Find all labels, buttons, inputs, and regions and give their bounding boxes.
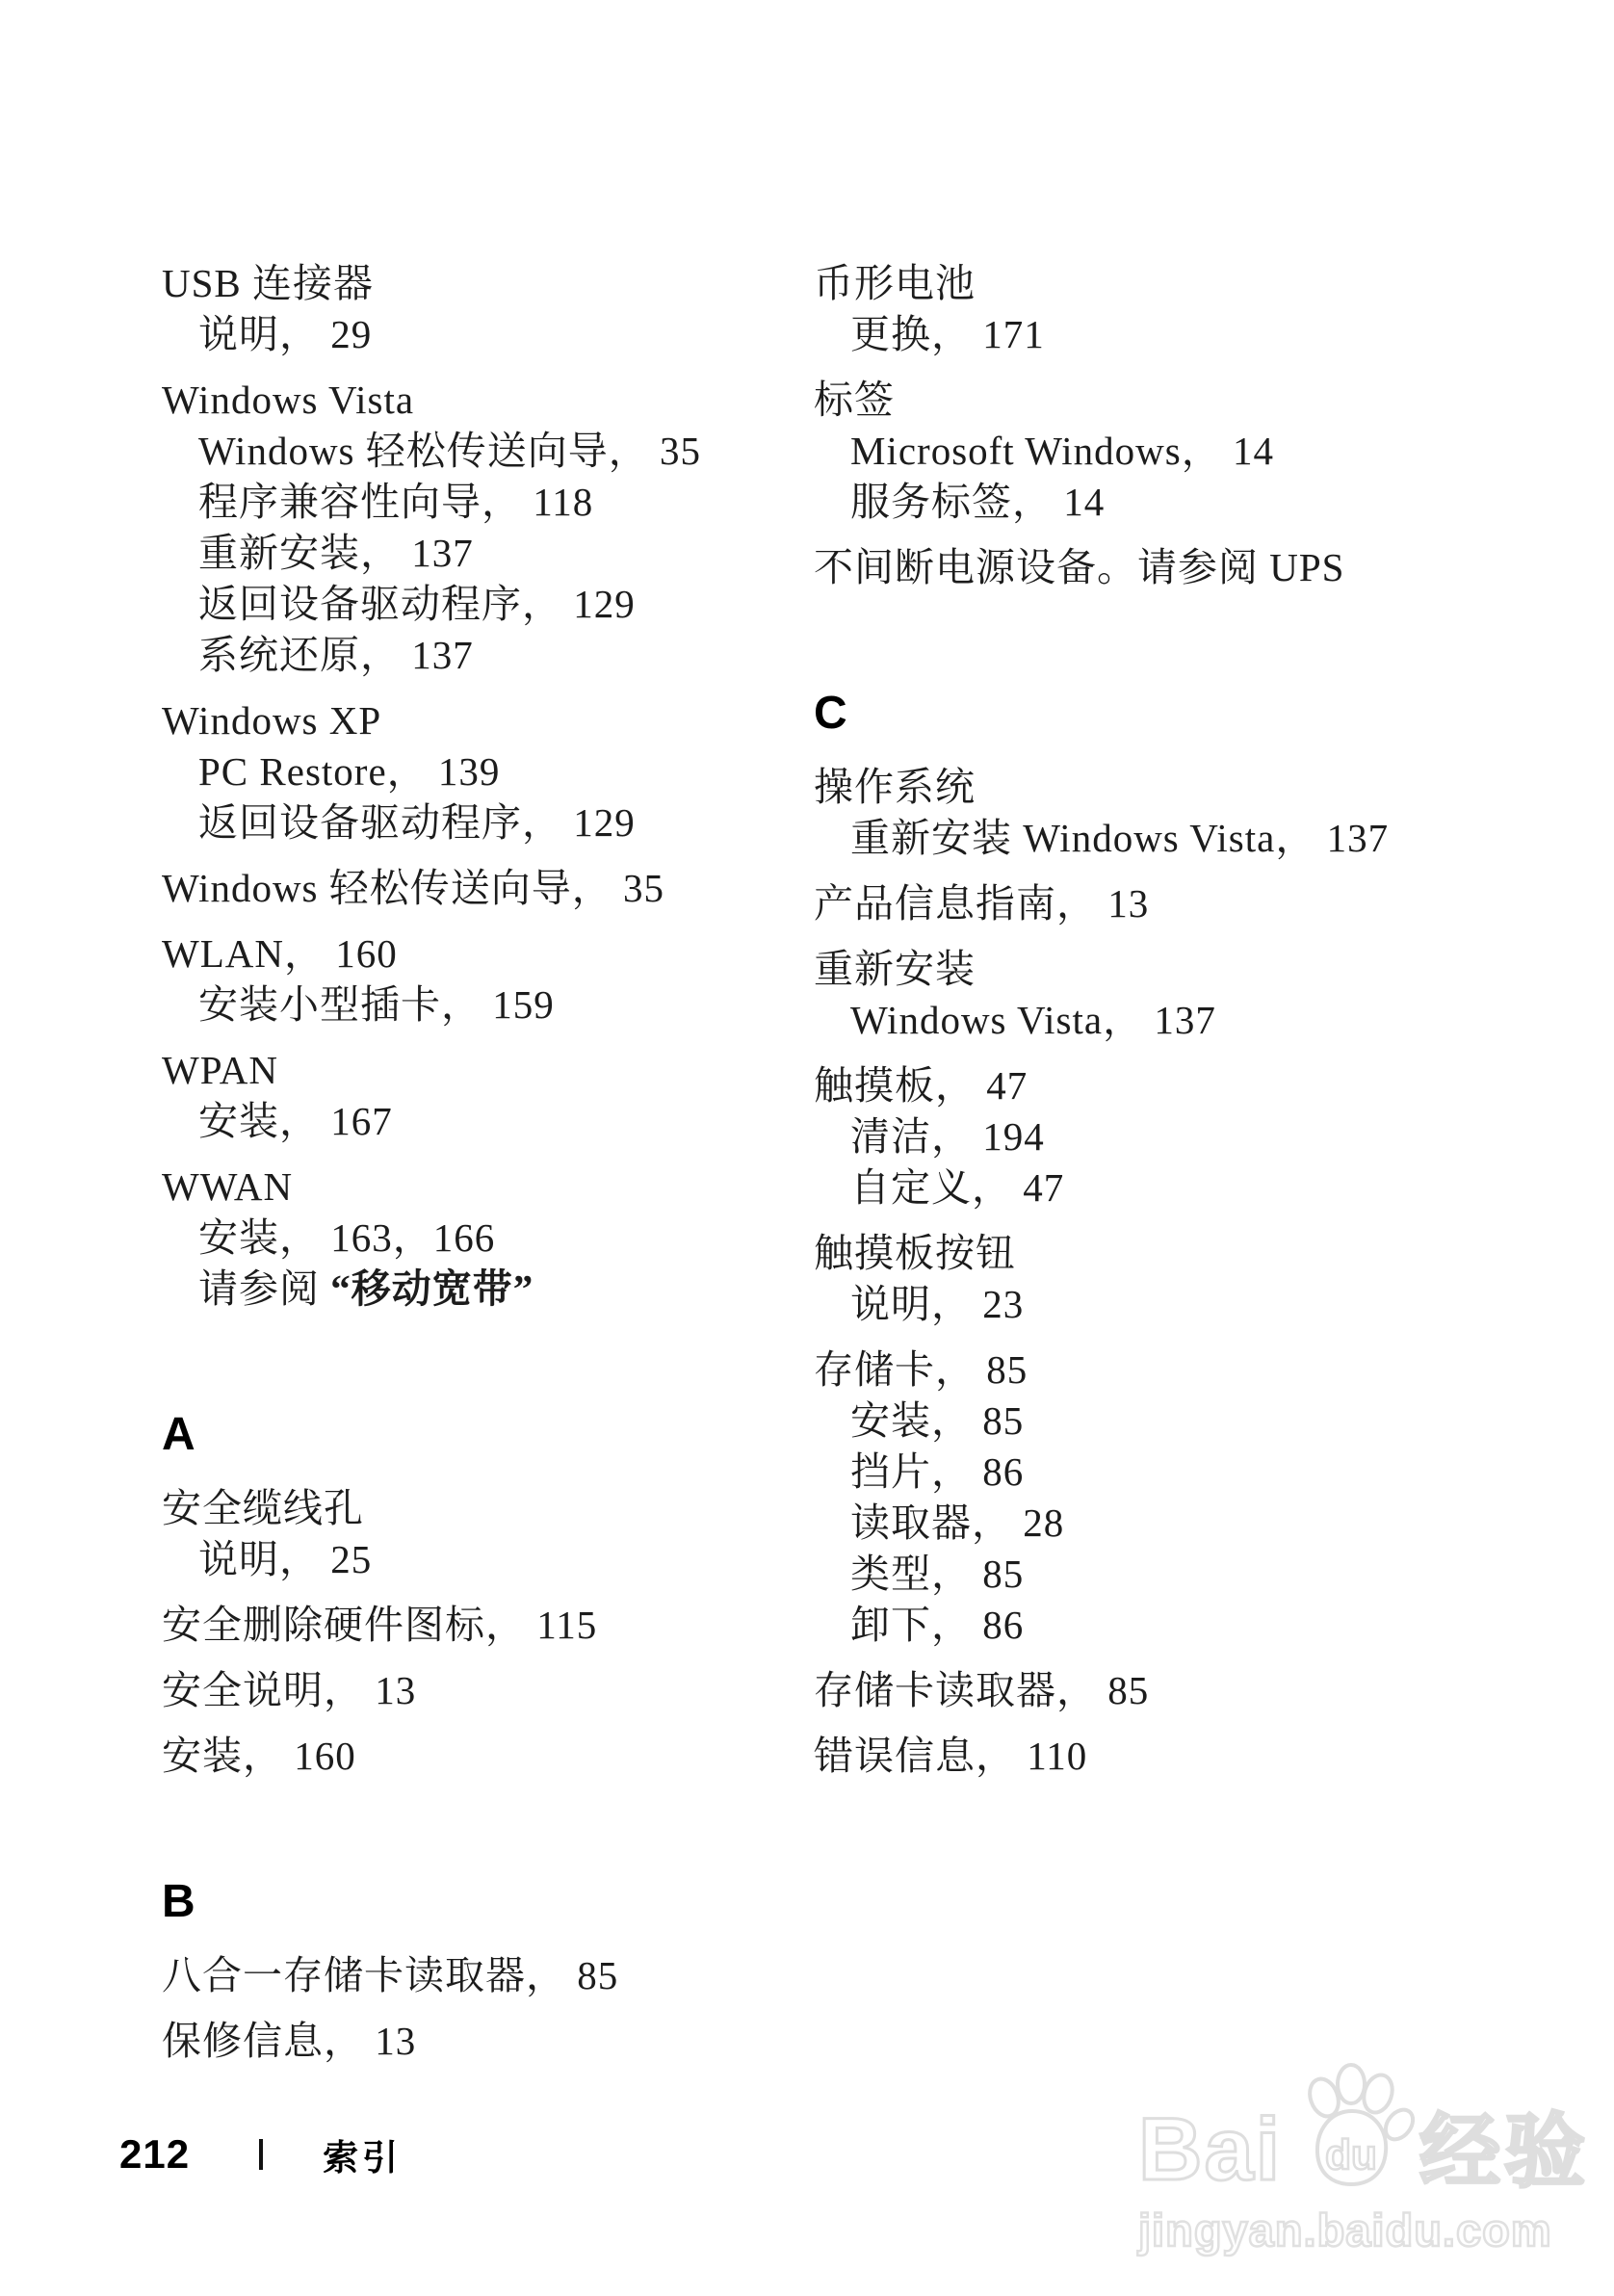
index-entry-line: 币形电池 bbox=[814, 261, 976, 305]
index-entry-line: 保修信息， 13 bbox=[162, 2019, 417, 2063]
index-entry bbox=[814, 944, 1507, 1046]
index-entry bbox=[814, 762, 1507, 864]
index-subentry-line: 服务标签， 14 bbox=[850, 480, 1106, 524]
index-entry bbox=[814, 878, 1507, 929]
index-subentry-line: 卸下， 86 bbox=[850, 1603, 1025, 1647]
watermark-logo-row bbox=[1138, 2049, 1591, 2199]
index-subentry-line: 返回设备驱动程序， 129 bbox=[198, 582, 636, 626]
index-entry bbox=[814, 1344, 1507, 1651]
index-entry-line: 标签 bbox=[814, 378, 895, 422]
index-entry-line: 安全说明， 13 bbox=[162, 1668, 417, 1712]
index-subentry-line: 清洁， 194 bbox=[850, 1114, 1045, 1159]
index-entry bbox=[814, 1060, 1507, 1213]
index-entry bbox=[162, 695, 802, 848]
index-subentry-line: 重新安装， 137 bbox=[198, 531, 474, 575]
index-subentry-line: 更换， 171 bbox=[850, 312, 1045, 356]
index-entry bbox=[814, 1228, 1507, 1330]
baidu-logo-text: Bai bbox=[1138, 2100, 1283, 2199]
page-footer bbox=[119, 2132, 402, 2177]
jingyan-cjk-text: 经验 bbox=[1419, 2106, 1590, 2197]
index-subentry-line: 说明， 29 bbox=[198, 312, 373, 356]
index-subentry-line: 自定义， 47 bbox=[850, 1165, 1065, 1210]
index-entry-line: Windows 轻松传送向导， 35 bbox=[162, 866, 665, 910]
index-entry-line: USB 连接器 bbox=[162, 261, 375, 305]
index-entry-line: WWAN bbox=[162, 1164, 294, 1209]
index-entry-line: 触摸板按钮 bbox=[814, 1231, 1016, 1275]
index-section-heading-c: C bbox=[814, 688, 847, 739]
index-subentry-line: Windows 轻松传送向导， 35 bbox=[198, 429, 702, 473]
index-subentry-line: 挡片， 86 bbox=[850, 1449, 1025, 1494]
index-entry bbox=[162, 375, 802, 681]
index-subentry-line: 系统还原， 137 bbox=[198, 633, 474, 677]
index-entry-line: 错误信息， 110 bbox=[814, 1734, 1088, 1778]
index-subentry-line: Windows Vista， 137 bbox=[850, 998, 1216, 1042]
index-entry-line: 不间断电源设备。请参阅 UPS bbox=[814, 545, 1345, 589]
index-entry bbox=[162, 1600, 802, 1651]
index-entry-line: 安全缆线孔 bbox=[162, 1486, 364, 1530]
page-number: 212 bbox=[119, 2131, 191, 2177]
index-entry-line: 存储卡， 85 bbox=[814, 1347, 1028, 1392]
index-entry bbox=[162, 1665, 802, 1716]
footer-divider bbox=[259, 2139, 263, 2170]
index-entry bbox=[814, 542, 1507, 593]
index-section-heading-b: B bbox=[162, 1876, 195, 1927]
index-entry bbox=[814, 375, 1507, 528]
index-column-right bbox=[814, 258, 1507, 1796]
index-entry-line: 八合一存储卡读取器， 85 bbox=[162, 1953, 619, 1997]
index-entry-line: 产品信息指南， 13 bbox=[814, 881, 1150, 926]
index-subentry-line: 返回设备驱动程序， 129 bbox=[198, 800, 636, 845]
index-entry bbox=[814, 258, 1507, 360]
baidu-du-text: du bbox=[1325, 2131, 1378, 2179]
index-entry bbox=[814, 1731, 1507, 1782]
baidu-paw-icon bbox=[1288, 2061, 1418, 2200]
index-entry bbox=[162, 1950, 802, 2001]
index-entry bbox=[162, 258, 802, 360]
index-subentry-line: 安装， 85 bbox=[850, 1398, 1025, 1443]
index-entry bbox=[162, 2016, 802, 2067]
index-entry-line: WPAN bbox=[162, 1048, 278, 1092]
index-subentry-line: 安装小型插卡， 159 bbox=[198, 982, 555, 1027]
index-subentry-line: 程序兼容性向导， 118 bbox=[198, 480, 594, 524]
index-entry-line: WLAN， 160 bbox=[162, 931, 398, 976]
index-entry bbox=[162, 1483, 802, 1585]
index-subentry-line: 读取器， 28 bbox=[850, 1500, 1065, 1545]
index-entry-line: 安装， 160 bbox=[162, 1734, 356, 1778]
index-subentry-line: 重新安装 Windows Vista， 137 bbox=[850, 816, 1390, 860]
index-entry-line: 触摸板， 47 bbox=[814, 1063, 1028, 1108]
index-entry bbox=[162, 1045, 802, 1147]
jingyan-url: jingyan.baidu.com bbox=[1138, 2205, 1552, 2256]
index-subentry-line: 说明， 23 bbox=[850, 1282, 1025, 1326]
index-subentry-line: 安装， 167 bbox=[198, 1099, 393, 1143]
index-subentry-line: 说明， 25 bbox=[198, 1537, 373, 1581]
index-entry bbox=[162, 928, 802, 1031]
index-entry bbox=[814, 1665, 1507, 1716]
index-subentry-line: Microsoft Windows， 14 bbox=[850, 429, 1274, 473]
index-section-heading-a: A bbox=[162, 1409, 195, 1460]
index-entry-line: 重新安装 bbox=[814, 947, 976, 991]
index-entry-line: Windows Vista bbox=[162, 378, 415, 422]
index-column-left bbox=[162, 258, 802, 2081]
index-entry bbox=[162, 863, 802, 914]
index-subentry-line: PC Restore， 139 bbox=[198, 749, 501, 794]
index-entry-line: 操作系统 bbox=[814, 765, 976, 809]
index-subentry-line: 安装， 163，166 bbox=[198, 1215, 496, 1260]
footer-section-label: 索引 bbox=[323, 2138, 403, 2178]
baidu-jingyan-watermark bbox=[1138, 2049, 1591, 2256]
index-entry bbox=[162, 1731, 802, 1782]
index-entry-line: Windows XP bbox=[162, 698, 382, 743]
index-entry-line: 存储卡读取器， 85 bbox=[814, 1668, 1150, 1712]
index-subentry-line: 类型， 85 bbox=[850, 1552, 1025, 1596]
index-subentry-line: 请参阅 “移动宽带” bbox=[198, 1266, 534, 1311]
index-entry bbox=[162, 1161, 802, 1315]
index-entry-line: 安全删除硬件图标， 115 bbox=[162, 1603, 598, 1647]
